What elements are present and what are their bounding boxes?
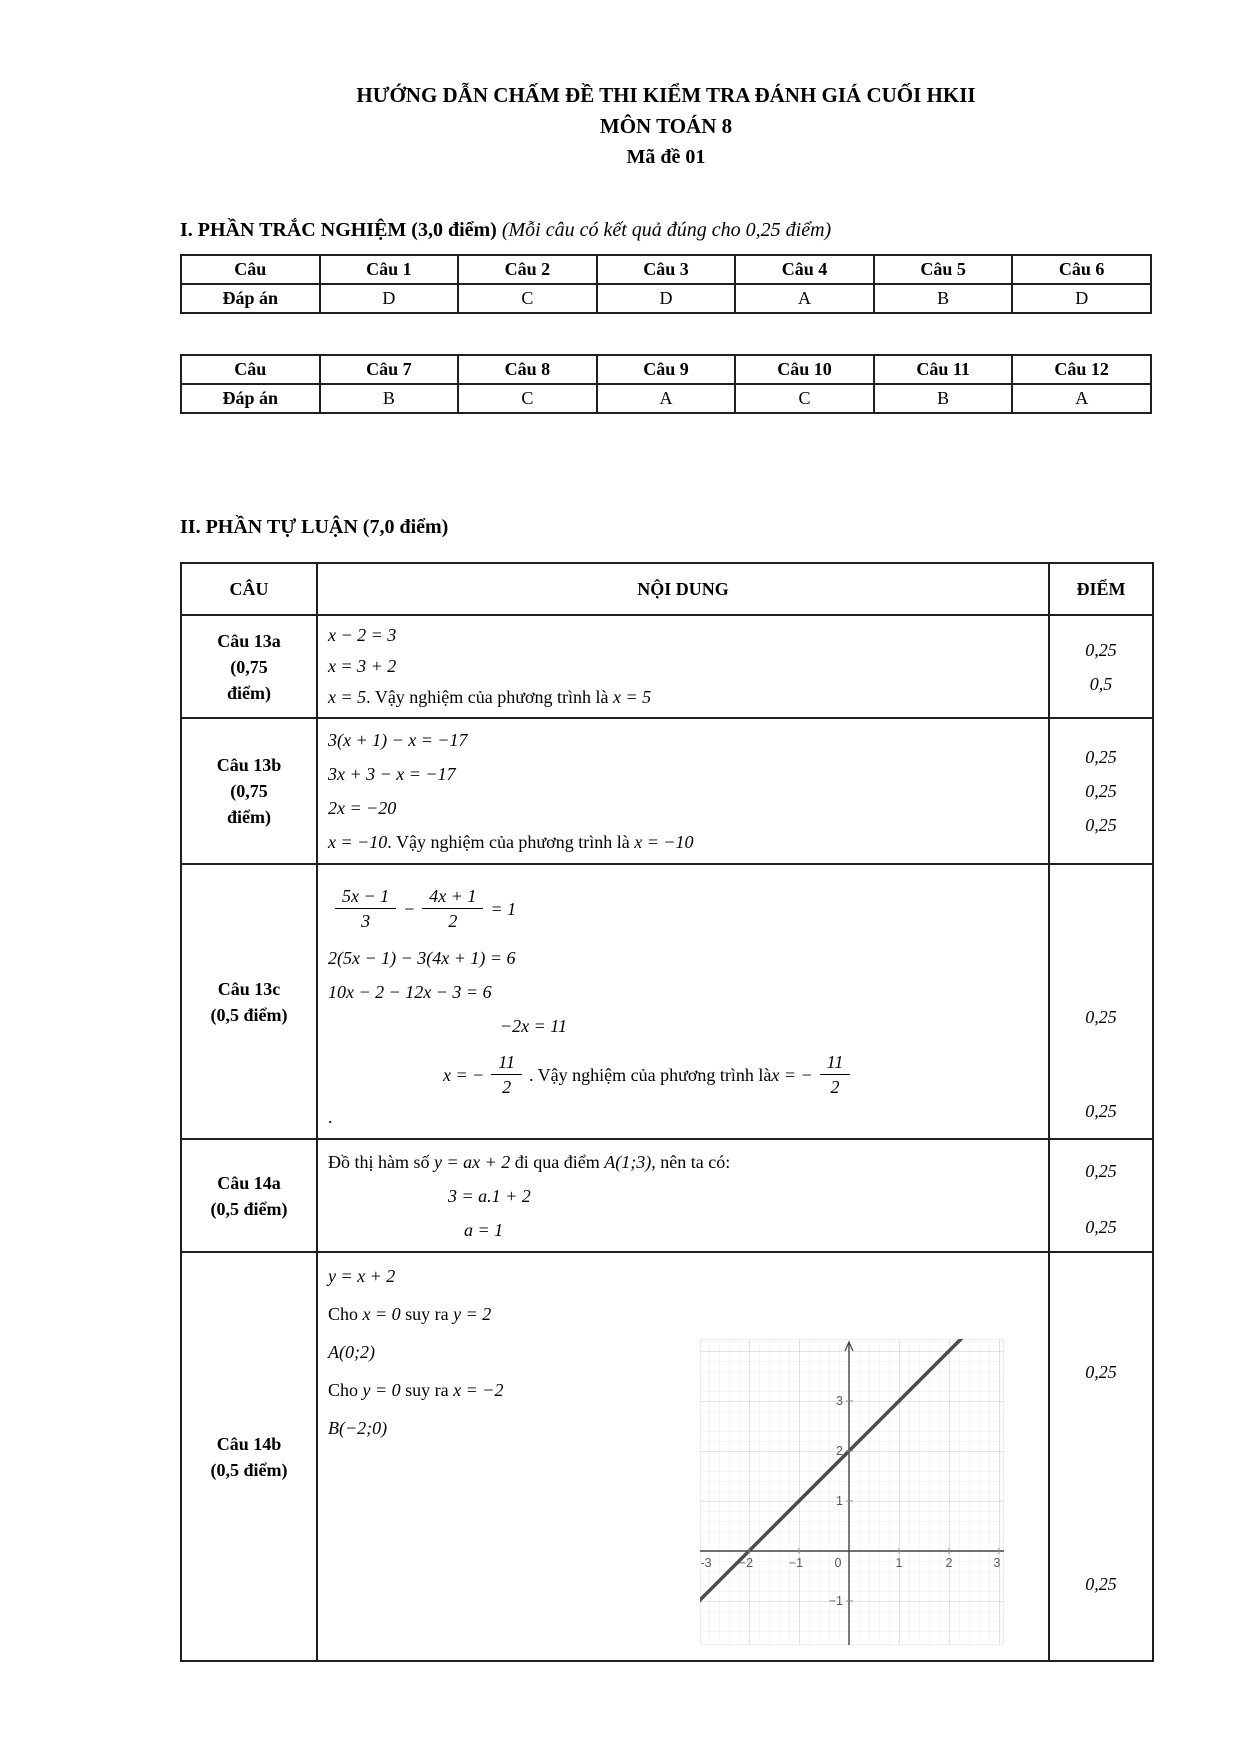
mcq-table-2-answer-row xyxy=(181,384,1151,413)
x-tick: 3 xyxy=(993,1556,1001,1570)
mcq-answer-q5: B xyxy=(874,284,1013,313)
essay-header-row xyxy=(181,563,1153,615)
question-label-14a: Câu 14a (0,5 điểm) xyxy=(181,1139,317,1252)
mcq-col-q5: Câu 5 xyxy=(874,255,1013,284)
mcq-answer-label: Đáp án xyxy=(181,384,320,413)
point-value: 0,25 xyxy=(1085,1361,1117,1382)
points-13c xyxy=(1049,864,1153,1139)
point-value: 0,25 xyxy=(1085,747,1117,767)
essay-col-cau: CÂU xyxy=(181,563,317,615)
equation: x = 3 + 2 xyxy=(328,656,397,676)
point-value: 0,25 xyxy=(1085,1216,1117,1237)
essay-col-diem: ĐIỂM xyxy=(1049,563,1153,615)
mcq-col-label: Câu xyxy=(181,255,320,284)
mcq-col-q2: Câu 2 xyxy=(458,255,597,284)
essay-row-13c xyxy=(181,864,1153,1139)
mcq-col-q10: Câu 10 xyxy=(735,355,874,384)
mcq-table-1 xyxy=(180,254,1152,314)
mcq-answer-q9: A xyxy=(597,384,736,413)
mcq-col-q9: Câu 9 xyxy=(597,355,736,384)
mcq-answer-q12: A xyxy=(1012,384,1151,413)
point-value: 0,25 xyxy=(1085,1160,1117,1181)
equation: −2x = 11 xyxy=(500,1015,567,1036)
mcq-col-q6: Câu 6 xyxy=(1012,255,1151,284)
title-line-1: HƯỚNG DẪN CHẤM ĐỀ THI KIỂM TRA ĐÁNH GIÁ CUỐI HKII xyxy=(356,83,976,107)
mcq-col-label: Câu xyxy=(181,355,320,384)
solution-13a xyxy=(317,615,1049,718)
solution-14b xyxy=(317,1252,1049,1661)
solution-13c xyxy=(317,864,1049,1139)
point-B: B(−2;0) xyxy=(328,1418,388,1438)
question-label-13a: Câu 13a (0,75 điểm) xyxy=(181,615,317,718)
point-value: 0,25 xyxy=(1085,639,1117,660)
mcq-answer-q10: C xyxy=(735,384,874,413)
statement-line: Đồ thị hàm số y = ax + 2 đi qua điểm A(1;3), nên ta có: xyxy=(328,1151,731,1172)
point-value: 0,25 xyxy=(1085,1573,1117,1594)
equation: 3x + 3 − x = −17 xyxy=(328,764,456,784)
mcq-answer-q6: D xyxy=(1012,284,1151,313)
conclusion-line: x = 5. Vậy nghiệm của phương trình là x = 5 xyxy=(328,687,652,707)
mcq-answer-q3: D xyxy=(597,284,736,313)
mcq-col-q12: Câu 12 xyxy=(1012,355,1151,384)
fraction-equation: $\frac{5x - 1}{3}$ − $\frac{4x + 1}{2}$ = 1 xyxy=(328,877,1038,941)
fraction: $\frac{11}{2}$ xyxy=(820,1051,851,1098)
mcq-col-q3: Câu 3 xyxy=(597,255,736,284)
mcq-answer-q4: A xyxy=(735,284,874,313)
mcq-col-q7: Câu 7 xyxy=(320,355,459,384)
y-tick: −1 xyxy=(828,1594,843,1608)
y-tick: 1 xyxy=(836,1494,843,1508)
x-tick: 2 xyxy=(945,1556,953,1570)
mcq-col-q8: Câu 8 xyxy=(458,355,597,384)
equation: y = x + 2 xyxy=(328,1266,396,1286)
mcq-answer-q11: B xyxy=(874,384,1013,413)
function-graph xyxy=(700,1339,1004,1645)
essay-row-13a xyxy=(181,615,1153,718)
mcq-table-2-header-row xyxy=(181,355,1151,384)
mcq-answer-q1: D xyxy=(320,284,459,313)
mcq-table-2 xyxy=(180,354,1152,414)
y-tick: 3 xyxy=(836,1394,843,1408)
point-value: 0,25 xyxy=(1085,1007,1117,1027)
y-tick: 2 xyxy=(836,1444,843,1458)
section-1-heading-italic: (Mỗi câu có kết quả đúng cho 0,25 điểm) xyxy=(501,219,832,241)
fraction: $\frac{5x - 1}{3}$ xyxy=(335,885,396,932)
solution-14a xyxy=(317,1139,1049,1252)
mcq-table-1-header-row xyxy=(181,255,1151,284)
document-title xyxy=(180,80,1152,173)
section-1-heading-bold: I. PHẦN TRẮC NGHIỆM (3,0 điểm) xyxy=(180,219,497,241)
x-tick: −2 xyxy=(738,1556,754,1570)
equation: a = 1 xyxy=(464,1219,504,1240)
grid-major xyxy=(700,1339,1004,1645)
essay-row-14a xyxy=(181,1139,1153,1252)
equation: 10x − 2 − 12x − 3 = 6 xyxy=(328,981,492,1002)
mcq-table-1-answer-row xyxy=(181,284,1151,313)
x-tick: −1 xyxy=(788,1556,804,1570)
point-value: 0,25 xyxy=(1085,781,1117,801)
section-1-heading xyxy=(180,217,1241,243)
statement-line: Cho y = 0 suy ra x = −2 xyxy=(328,1380,504,1400)
essay-row-14b xyxy=(181,1252,1153,1661)
points-13a xyxy=(1049,615,1153,718)
fraction: $\frac{11}{2}$ xyxy=(491,1051,522,1098)
solution-13b xyxy=(317,718,1049,864)
section-2-heading: II. PHẦN TỰ LUẬN (7,0 điểm) xyxy=(180,516,449,538)
point-value: 0,25 xyxy=(1085,1101,1117,1121)
essay-table xyxy=(180,562,1154,1662)
equation: x − 2 = 3 xyxy=(328,625,397,645)
period: . xyxy=(328,1106,333,1127)
mcq-answer-label: Đáp án xyxy=(181,284,320,313)
x-tick: 0 xyxy=(834,1556,842,1570)
graph-svg xyxy=(700,1339,1004,1645)
fraction: $\frac{4x + 1}{2}$ xyxy=(422,885,483,932)
mcq-answer-q7: B xyxy=(320,384,459,413)
points-14b xyxy=(1049,1252,1153,1661)
points-14a xyxy=(1049,1139,1153,1252)
point-A: A(0;2) xyxy=(328,1342,375,1362)
essay-col-noidung: NỘI DUNG xyxy=(317,563,1049,615)
equation: 3(x + 1) − x = −17 xyxy=(328,730,468,750)
title-line-3: Mã đề 01 xyxy=(626,146,706,168)
essay-row-13b xyxy=(181,718,1153,864)
x-tick: -3 xyxy=(700,1556,712,1570)
mcq-col-q4: Câu 4 xyxy=(735,255,874,284)
conclusion-line: x = −10. Vậy nghiệm của phương trình là x = −10 xyxy=(328,832,694,852)
mcq-col-q11: Câu 11 xyxy=(874,355,1013,384)
equation: 3 = a.1 + 2 xyxy=(448,1185,531,1206)
point-value: 0,5 xyxy=(1089,673,1113,694)
equation: 2(5x − 1) − 3(4x + 1) = 6 xyxy=(328,947,516,968)
equation: 2x = −20 xyxy=(328,798,397,818)
question-label-14b: Câu 14b (0,5 điểm) xyxy=(181,1252,317,1661)
point-value: 0,25 xyxy=(1085,815,1117,835)
statement-line: Cho x = 0 suy ra y = 2 xyxy=(328,1304,492,1324)
question-label-13c: Câu 13c (0,5 điểm) xyxy=(181,864,317,1139)
mcq-col-q1: Câu 1 xyxy=(320,255,459,284)
question-label-13b: Câu 13b (0,75 điểm) xyxy=(181,718,317,864)
title-line-2: MÔN TOÁN 8 xyxy=(599,114,733,138)
mcq-answer-q8: C xyxy=(458,384,597,413)
conclusion-line: x = − $\frac{11}{2}$ . Vậy nghiệm của phương trình là x = − $\frac{11}{2}$ xyxy=(443,1043,1038,1107)
x-tick: 1 xyxy=(895,1556,903,1570)
mcq-answer-q2: C xyxy=(458,284,597,313)
points-13b xyxy=(1049,718,1153,864)
